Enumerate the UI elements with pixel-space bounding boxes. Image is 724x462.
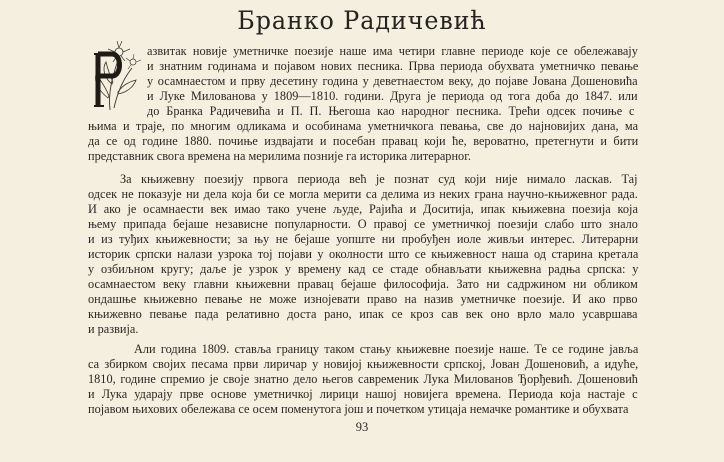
paragraph-line: до Бранка Радичевића и П. П. Његоша као народног песника. Трећи одсек почиње с (147, 104, 635, 118)
paragraph-line: За књижевну поезију првога периода већ је познат суд који није нимало ласкав. Тај (120, 172, 638, 186)
paragraph-line: књижевно певање пада релативно доста рано, ипак се кроз сав век оно врло мало усавршава (88, 307, 638, 321)
paragraph-line: представник свога времена на мерилима позније га историка литерарног. (88, 149, 471, 163)
paragraph-line: са збирком својих песама први лиричар у новијој књижевности српској, Јован Дошеновић, а идуће, (88, 357, 639, 371)
page-title: Бранко Радичевић (237, 6, 487, 35)
paragraph-line: азвитак новије уметничке поезије наше има четири главне периоде које се обележавају (147, 44, 638, 58)
paragraph-line: осамнаестом веку главни књижевни правац бејаше философија. Зато ни садржином ни обликом (88, 277, 638, 291)
paragraph-line: да се од године 1880. почиње издвајати и посебан правац који ће, вероватно, претегнути и бити (88, 134, 639, 148)
paragraph-line: ондашње књижевно певање не може изнојевати право на назив уметничке поезије. И ако прво (88, 292, 638, 306)
paragraph-line: у озбиљном кругу; даље је узрок у времену кад се стаде обнављати књижевна радња српска: у (88, 262, 639, 276)
paragraph-line: И ако је осамнаести век имао тако учене људе, Рајића и Доситија, ипак књижевна поезија која (88, 202, 638, 216)
paragraph-line: и знатним годинама и појавом нових песника. Прва периода обухвата уметничко певање (147, 59, 639, 73)
paragraph-line: одсек не показује ни дела која би се могла мерити са делима из неких грана научно-књижевног рада. (88, 187, 638, 201)
decorative-dropcap (88, 38, 142, 112)
paragraph-line: и из туђих књижевности; за њу не бејаше уопште ни пробуђен иоле живљи интерес. Литерарни (88, 232, 639, 246)
paragraph-line: њему припада бејаше независне популарности. О правој се уметничкој поезији слабо што знало (88, 217, 638, 231)
paragraph-line: Али година 1809. ставља границу таком стању књижевне поезије наше. Те се године јавља (134, 342, 639, 356)
page-number: 93 (355, 420, 369, 434)
paragraph-line: историк српски налази узрока тој појави у околности што се књижевност наша од старина кретала (88, 247, 639, 261)
flower-ornament-icon (88, 38, 142, 112)
paragraph-line: у осамнаестом и прву десетину година у деветнаестом веку, до појаве Јована Дошеновића (147, 74, 638, 88)
paragraph-line: и развија. (88, 322, 139, 336)
paragraph-line: и Луке Милованова у 1809—1810. години. Друга је периода од тога доба до 1847. или (147, 89, 638, 103)
paragraph-line: њима и траје, по многим одликама и особинама уметничкога певања, све до најновијих дана, ма (88, 119, 639, 133)
paragraph-line: 1810, године спремио је своје знатно дело његов савременик Лука Милованов Ђорђевић. Дошеновић (88, 372, 638, 386)
paragraph-line: појавом њихових обележава се осем поменутога још и почетком утицаја немачке романтике и обухвата (88, 402, 629, 416)
paragraph-line: и Лука ударају прве основе уметничкој лирици нашој новијега времена. Периода која настаје с (88, 387, 638, 401)
